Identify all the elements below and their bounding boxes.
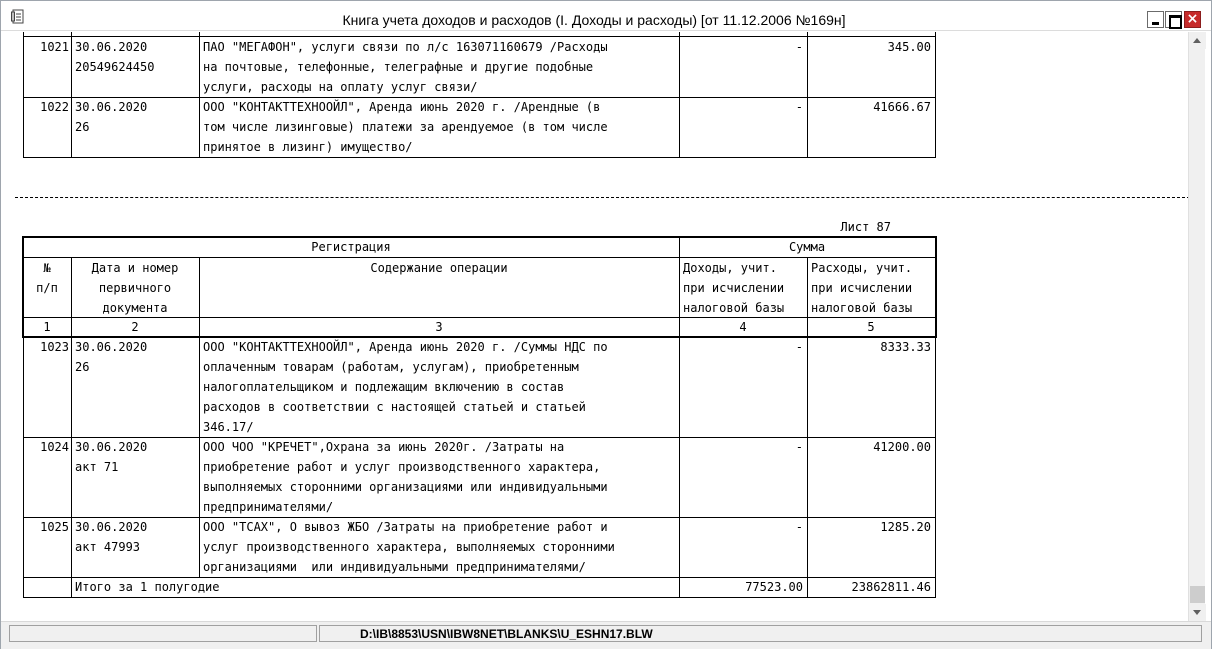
header-col2-line: Дата и номер [91,261,179,275]
status-pane-left [9,625,317,642]
row-date: 30.06.2020 [75,340,148,354]
row-doc-number: 20549624450 [75,60,155,74]
row-description-line: ПАО "МЕГАФОН", услуги связи по л/с 163071160679 /Расходы [203,40,608,54]
header-sum: Сумма [788,240,826,254]
row-income: - [795,100,803,114]
scrollbar-thumb[interactable] [1190,586,1205,603]
header-col4-line: налоговой базы [683,301,785,315]
total-income: 77523.00 [745,580,803,594]
scroll-down-arrow-icon[interactable] [1189,604,1206,621]
row-description-line: предпринимателями/ [203,500,334,514]
header-col5-line: Расходы, учит. [811,261,913,275]
header-num-1: 1 [43,320,51,334]
header-col4-line: Доходы, учит. [683,261,777,275]
row-number: 1023 [40,340,69,354]
header-col4-line: при исчислении [683,281,785,295]
row-description-line: приобретение работ и услуг производственного характера, [203,460,601,474]
row-number: 1025 [40,520,69,534]
row-description-line: услуги, расходы на оплату услуг связи/ [203,80,478,94]
header-col5-line: при исчислении [811,281,913,295]
row-description-line: ООО "КОНТАКТТЕХНООЙЛ", Аренда июнь 2020 г. /Арендные (в [203,100,601,114]
header-num-3: 3 [435,320,443,334]
row-description-line: организациями или индивидуальными предпринимателями/ [203,560,586,574]
row-description-line: 346.17/ [203,420,254,434]
row-doc-number: 26 [75,120,90,134]
row-date: 30.06.2020 [75,100,148,114]
total-label: Итого за 1 полугодие [75,580,220,594]
row-income: - [795,440,803,454]
sheet-label: Лист 87 [840,220,891,234]
total-expense: 23862811.46 [851,580,931,594]
row-description-line: принятое в лизинг) имущество/ [203,140,413,154]
row-date: 30.06.2020 [75,40,148,54]
row-income: - [795,40,803,54]
vertical-scrollbar[interactable] [1188,32,1205,621]
row-income: - [795,340,803,354]
status-bar [1,621,1211,649]
row-description-line: расходов в соответствии с настоящей статьей и статьей [203,400,586,414]
row-expense: 8333.33 [880,340,931,354]
close-icon: × [1186,11,1199,27]
minimize-button[interactable] [1147,11,1164,28]
row-doc-number: акт 47993 [75,540,141,554]
page-break-line [15,197,1188,198]
status-pane-path [319,625,1202,642]
row-doc-number: 26 [75,360,90,374]
close-button[interactable] [1184,11,1201,28]
header-col1-line: № [43,261,51,275]
row-date: 30.06.2020 [75,520,148,534]
header-col1-line: п/п [36,281,58,295]
row-expense: 1285.20 [880,520,931,534]
row-description-line: оплаченным товарам (работам, услугам), приобретенным [203,360,579,374]
window-title: Книга учета доходов и расходов (I. Доходы и расходы) [от 11.12.2006 №169н] [342,12,846,28]
header-col2-line: первичного [98,281,172,295]
status-file-path: D:\IB\8853\USN\IBW8NET\BLANKS\U_ESHN17.BLW [360,627,653,641]
scroll-up-arrow-icon[interactable] [1189,32,1206,49]
header-col2-line: документа [102,301,168,315]
header-num-2: 2 [131,320,139,334]
maximize-button[interactable] [1165,11,1182,28]
report-view[interactable] [9,32,1188,621]
row-expense: 41666.67 [873,100,931,114]
header-registration: Регистрация [311,240,391,254]
row-number: 1021 [40,40,69,54]
header-num-4: 4 [739,320,747,334]
row-income: - [795,520,803,534]
title-bar[interactable] [1,1,1211,31]
row-description-line: на почтовые, телефонные, телеграфные и другие подобные [203,60,594,74]
row-description-line: том числе лизинговые) платежи за арендуемое (в том числе [203,120,608,134]
row-description-line: ООО "КОНТАКТТЕХНООЙЛ", Аренда июнь 2020 г. /Суммы НДС по [203,340,608,354]
row-description-line: услуг производственного характера, выполняемых сторонними [203,540,615,554]
row-description-line: ООО ЧОО "КРЕЧЕТ",Охрана за июнь 2020г. /Затраты на [203,440,565,454]
row-description-line: выполняемых сторонними организациями или индивидуальными [203,480,608,494]
header-col5-line: налоговой базы [811,301,913,315]
header-num-5: 5 [867,320,875,334]
row-date: 30.06.2020 [75,440,148,454]
row-description-line: налогоплательщиком и подлежащим включению в состав [203,380,565,394]
row-description-line: ООО "ТСАХ", О вывоз ЖБО /Затраты на приобретение работ и [203,520,608,534]
row-expense: 41200.00 [873,440,931,454]
row-number: 1022 [40,100,69,114]
row-expense: 345.00 [887,40,931,54]
row-doc-number: акт 71 [75,460,119,474]
row-number: 1024 [40,440,69,454]
header-col3: Содержание операции [370,261,508,275]
